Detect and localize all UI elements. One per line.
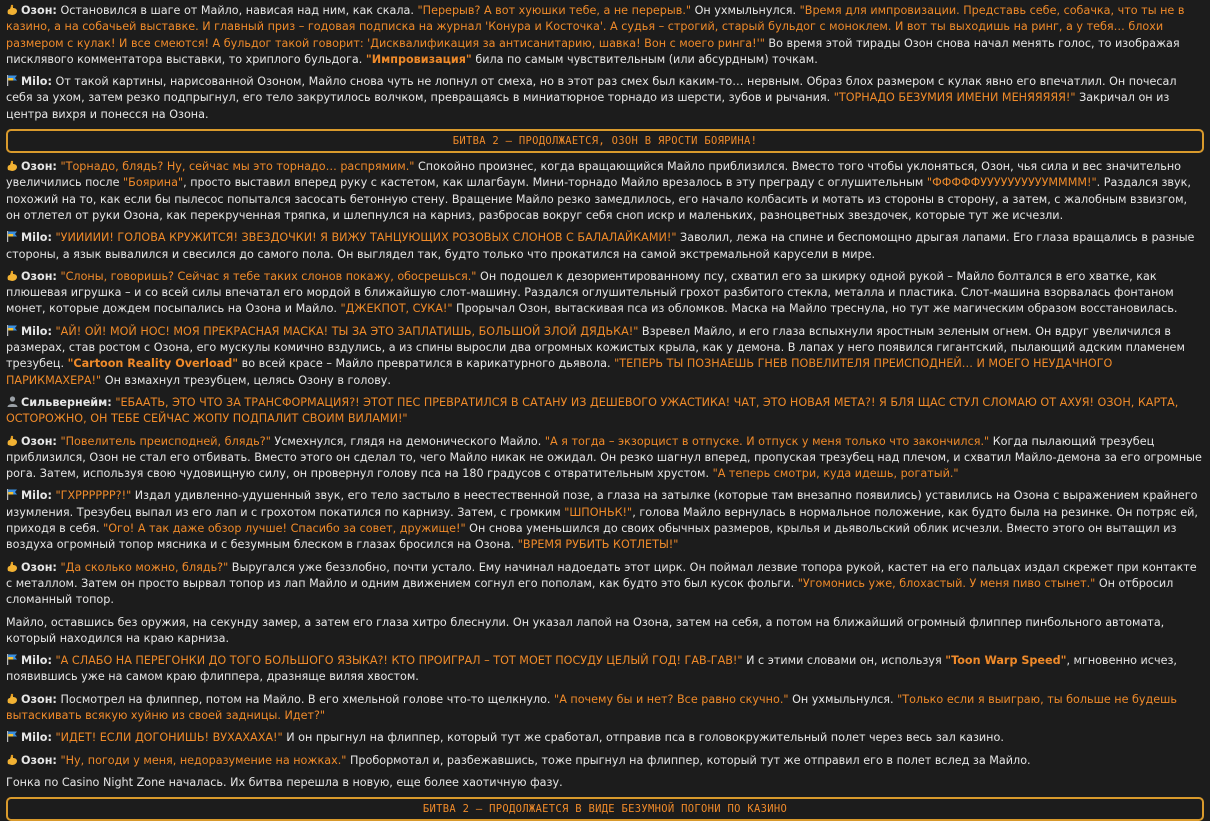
narration-text: Взревел Майло, и его глаза вспыхнули яростным зеленым огнем. Он вдруг увеличился в размерах, став ростом с Озона, его мускулы комично вздулись, а из спины выросли два огромных кожистых крыла, как у демона. В лапах у него появился гигантский, пылающий адским пламенем трезубец.	[6, 324, 1185, 371]
narration-text: Усмехнулся, глядя на демонического Майло.	[270, 434, 545, 448]
narration-text: во всей красе – Майло превратился в карикатурного дьявола.	[238, 357, 615, 371]
narration-text: Остановился в шаге от Майло, нависая над ним, как скала.	[56, 4, 418, 17]
speaker-name: Milo:	[21, 324, 52, 338]
narration-text: Он снова уменьшился до своих обычных размеров, крылья и дьявольский облик исчезли. Вместо этого он вытащил из воздуха огромный топор мясника и с безумным блеском в глазах бросился на Озона.	[6, 522, 1177, 552]
message-ozon	[6, 692, 1204, 725]
quoted-speech: "Toon Warp Speed"	[945, 654, 1067, 668]
quoted-speech: "ДЖЕКПОТ, СУКА!"	[340, 302, 453, 316]
quoted-speech: "ВРЕМЯ РУБИТЬ КОТЛЕТЫ!"	[517, 538, 679, 552]
narration-text: Он ухмыльнулся.	[691, 4, 800, 17]
flexed-biceps-icon	[6, 560, 19, 573]
quoted-speech: "Импровизация"	[365, 52, 472, 66]
flexed-biceps-icon	[6, 692, 19, 705]
narration-text: . Раздался звук, похожий на то, как если бы пылесос попытался засосать бетонную стену. Вращение Майло резко замедлилось, его начало колбасить и мотать из стороны в сторону, а затем, с жалобным взвизгом, он отлетел от руки Озона, как перекрученная тряпка, и шлепнулся на карниз, разбросав вокруг себя сноп искр и маленьких, разноцветных звездочек, которые тут же исчезли.	[6, 176, 1191, 222]
speaker-name: Озон:	[21, 692, 57, 706]
speaker-name: Сильвернейм:	[21, 395, 112, 409]
flag-icon	[6, 653, 19, 666]
quoted-speech: "ГХРРРРРР?!"	[55, 489, 132, 503]
flag-icon	[6, 230, 19, 243]
message-milo	[6, 730, 1204, 746]
narration-text: Посмотрел на флиппер, потом на Майло. В его хмельной голове что-то щелкнуло.	[56, 692, 555, 706]
narration-paragraph	[6, 775, 1204, 791]
quoted-speech: "ФФФФФУУУУУУУУУУММММ!"	[926, 176, 1097, 190]
narration-text: Гонка по Casino Night Zone началась. Их битва перешла в новую, еще более хаотичную фазу.	[6, 775, 563, 789]
narration-text: Пробормотал и, разбежавшись, тоже прыгнул на флиппер, который тут же отправил его в полет вслед за Майло.	[346, 753, 1031, 767]
battle-status-banner: БИТВА 2 – ПРОДОЛЖАЕТСЯ В ВИДЕ БЕЗУМНОЙ ПОГОНИ ПО КАЗИНО	[6, 797, 1204, 821]
quoted-speech: "Угомонись уже, блохастый. У меня пиво стынет."	[797, 576, 1096, 590]
narration-text: Прорычал Озон, вытаскивая пса из обломков. Маска на Майло треснула, но тут же магическим образом восстановилась.	[452, 302, 1178, 316]
quoted-speech: "А я тогда – экзорцист в отпуске. И отпуск у меня только что закончился."	[544, 434, 990, 448]
speaker-name: Озон:	[21, 160, 57, 174]
speaker-name: Milo:	[21, 231, 52, 245]
narration-text: Он взмахнул трезубцем, целясь Озону в голову.	[101, 373, 391, 387]
message-milo	[6, 488, 1204, 553]
quoted-speech: "Время для импровизации. Представь себе, собачка, что ты не в казино, а на собачьей выставке. И главный приз – годовая подписка на журнал 'Конура и Косточка'. А судья – строгий, старый бульдог с моноклем. И вот ты выходишь на ринг, а у тебя… блохи размером с кулак! И все смеются! А бульдог такой говорит: 'Дисквалификация за антисанитарию, шавка! Вон с моего ринга!'"	[6, 4, 1185, 50]
narration-text: , просто выставил вперед руку с кастетом, как шлагбаум. Мини-торнадо Майло врезалось в эту преграду с оглушительным	[183, 176, 927, 190]
flag-icon	[6, 488, 19, 501]
flexed-biceps-icon	[6, 269, 19, 282]
message-ozon	[6, 753, 1204, 769]
flexed-biceps-icon	[6, 434, 19, 447]
narration-text: И с этими словами он, используя	[742, 654, 946, 668]
quoted-speech: "Ну, погоди у меня, недоразумение на ножках."	[60, 753, 347, 767]
speaker-name: Milo:	[21, 489, 52, 503]
quoted-speech: "ШПОНЬК!"	[564, 505, 633, 519]
narration-text: Закричал он из центра вихря и понесся на Озона.	[6, 91, 1170, 121]
speaker-name: Milo:	[21, 731, 52, 745]
flag-icon	[6, 74, 19, 87]
narration-text: Издал удивленно-удушенный звук, его тело застыло в неестественной позе, а глаза на затылке (которые там внезапно появились) уставились на Озона с выражением крайнего изумления. Трезубец выпал из его лап и с грохотом покатился по карнизу. Затем, с громким	[6, 489, 1198, 519]
quoted-speech: "А почему бы и нет? Все равно скучно."	[554, 692, 789, 706]
message-ozon	[6, 269, 1204, 318]
message-milo	[6, 653, 1204, 686]
narration-paragraph	[6, 615, 1204, 648]
quoted-speech: "Боярина"	[123, 176, 184, 190]
flexed-biceps-icon	[6, 3, 19, 16]
narration-text: , мгновенно исчез, появившись уже на самом краю флиппера, дразняще виляя хвостом.	[6, 654, 1177, 684]
message-milo	[6, 74, 1204, 123]
flag-icon	[6, 730, 19, 743]
narration-text: Во время этой тирады Озон снова начал менять голос, то изображая писклявого комментатора выставки, то хриплого бульдога.	[6, 36, 1180, 66]
quoted-speech: "ИДЕТ! ЕСЛИ ДОГОНИШЬ! ВУХАХАХА!"	[55, 731, 283, 745]
flexed-biceps-icon	[6, 753, 19, 766]
narration-text: Заволил, лежа на спине и беспомощно дрыгая лапами. Его глаза вращались в разные стороны, а язык вывалился и свесился до самого пола. Он выглядел так, будто только что прокатился на самой экстремальной карусели в мире.	[6, 231, 1195, 261]
narration-text: Он подошел к дезориентированному псу, схватил его за шкирку одной рукой – Майло болтался в его хватке, как плюшевая игрушка – и со всей силы впечатал его мордой в ближайшую слот-машину. Раздался оглушительный грохот разбитого стекла, металла и пластика. Слот-машина взорвалась фонтаном монет, которые дождем посыпались на Озона и Майло.	[6, 269, 1174, 316]
speaker-name: Озон:	[21, 269, 57, 283]
quoted-speech: "ТЕПЕРЬ ТЫ ПОЗНАЕШЬ ГНЕВ ПОВЕЛИТЕЛЯ ПРЕИСПОДНЕЙ… И МОЕГО НЕУДАЧНОГО ПАРИКМАХЕРА!"	[6, 357, 1113, 387]
narration-text: Майло, оставшись без оружия, на секунду замер, а затем его глаза хитро блеснули. Он указал лапой на Озона, затем на себя, а потом на ближайший огромный флиппер пинбольного автомата, который находился на краю карниза.	[6, 615, 1165, 645]
quoted-speech: "УИИИИИ! ГОЛОВА КРУЖИТСЯ! ЗВЕЗДОЧКИ! Я ВИЖУ ТАНЦУЮЩИХ РОЗОВЫХ СЛОНОВ С БАЛАЛАЙКАМИ!"	[55, 231, 677, 245]
speaker-name: Озон:	[21, 560, 57, 574]
message-ozon	[6, 560, 1204, 609]
quoted-speech: "Перерыв? А вот хуюшки тебе, а не перерыв."	[417, 4, 692, 17]
quoted-speech: "АЙ! ОЙ! МОЙ НОС! МОЯ ПРЕКРАСНАЯ МАСКА! ТЫ ЗА ЭТО ЗАПЛАТИШЬ, БОЛЬШОЙ ЗЛОЙ ДЯДЬКА!"	[55, 324, 639, 338]
speaker-name: Озон:	[21, 434, 57, 448]
quoted-speech: "А теперь смотри, куда идешь, рогатый."	[712, 467, 959, 481]
narration-text: Спокойно произнес, когда вращающийся Майло приблизился. Вместо того чтобы уклоняться, Озон, чья сила и вес значительно увеличились после	[6, 160, 1181, 190]
speaker-name: Milo:	[21, 75, 52, 89]
narration-text: , голова Майло вернулась в нормальное положение, как будто была на резинке. Он потряс ей, приходя в себя.	[6, 505, 1198, 536]
message-silverneim	[6, 395, 1204, 428]
narration-text: От такой картины, нарисованной Озоном, Майло снова чуть не лопнул от смеха, но в этот раз смех был каким-то… нервным. Образ блох размером с кулак явно его впечатлил. Он почесал себя за ухом, затем резко подпрыгнул, его тело закрутилось волчком, превращаясь в миниатюрное торнадо из шерсти, зубов и рычания.	[6, 75, 1177, 105]
narration-text: Он отбросил сломанный топор.	[6, 576, 1174, 607]
battle-status-banner: БИТВА 2 – ПРОДОЛЖАЕТСЯ, ОЗОН В ЯРОСТИ БОЯРИНА!	[6, 129, 1204, 153]
quoted-speech: "Только если я выиграю, ты больше не будешь вытаскивать всякую хуйню из своей задницы. Идет?"	[6, 692, 1177, 722]
message-ozon	[6, 3, 1204, 68]
narration-text: Когда пылающий трезубец приблизился, Озон не стал его отбивать. Вместо этого он сделал то, чего Майло никак не ожидал. Он резко шагнул вперед, пропуская трезубец над плечом, и схватил Майло-демона за его огромные рога. Затем, используя свою чудовищную силу, он провернул голову пса на 180 градусов с отвратительным хрустом.	[6, 434, 1202, 481]
speaker-name: Озон:	[21, 4, 57, 17]
message-ozon	[6, 159, 1204, 224]
quoted-speech: "Торнадо, блядь? Ну, сейчас мы это торнадо… распрямим."	[60, 160, 415, 174]
quoted-speech: "Повелитель преисподней, блядь?"	[60, 434, 271, 448]
narration-text: Выругался уже беззлобно, почти устало. Ему начинал надоедать этот цирк. Он поймал лезвие топора рукой, кастет на его пальцах издал скрежет при контакте с металлом. Затем он просто вырвал топор из лап Майло и одним движением согнул его пополам, как будто это был кусок фольги.	[6, 560, 1197, 590]
narration-text: била по самым чувствительным (или абсурдным) точкам.	[471, 52, 818, 66]
person-icon	[6, 395, 19, 408]
quoted-speech: "ЕБААТЬ, ЭТО ЧТО ЗА ТРАНСФОРМАЦИЯ?! ЭТОТ ПЕС ПРЕВРАТИЛСЯ В САТАНУ ИЗ ДЕШЕВОГО УЖАСТИКА! ЧАТ, ЭТО НОВАЯ МЕТА?! Я БЛЯ ЩАС СТУЛ СЛОМАЮ ОТ АХУЯ! ОЗОН, КАРТА, ОСТОРОЖНО, ОН ТЕБЕ СЕЙЧАС ЖОПУ ПОДПАЛИТ СВОИМ ВИЛАМИ!"	[6, 395, 1179, 426]
speaker-name: Озон:	[21, 753, 57, 767]
quoted-speech: "Ого! А так даже обзор лучше! Спасибо за совет, дружище!"	[103, 522, 466, 536]
message-milo	[6, 230, 1204, 263]
flag-icon	[6, 324, 19, 337]
quoted-speech: "Слоны, говоришь? Сейчас я тебе таких слонов покажу, обосрешься."	[60, 269, 477, 283]
message-ozon	[6, 434, 1204, 483]
narration-text: Он ухмыльнулся.	[788, 692, 898, 706]
message-milo	[6, 324, 1204, 389]
speaker-name: Milo:	[21, 654, 52, 668]
quoted-speech: "ТОРНАДО БЕЗУМИЯ ИМЕНИ МЕНЯЯЯЯЯ!"	[833, 91, 1076, 105]
flexed-biceps-icon	[6, 159, 19, 172]
narration-text: И он прыгнул на флиппер, который тут же сработал, отправив пса в головокружительный полет через весь зал казино.	[282, 731, 1004, 745]
quoted-speech: "Cartoon Reality Overload"	[67, 357, 239, 371]
quoted-speech: "А СЛАБО НА ПЕРЕГОНКИ ДО ТОГО БОЛЬШОГО ЯЗЫКА?! КТО ПРОИГРАЛ – ТОТ МОЕТ ПОСУДУ ЦЕЛЫЙ ГОД! ГАВ-ГАВ!"	[55, 654, 743, 668]
quoted-speech: "Да сколько можно, блядь?"	[60, 560, 229, 574]
